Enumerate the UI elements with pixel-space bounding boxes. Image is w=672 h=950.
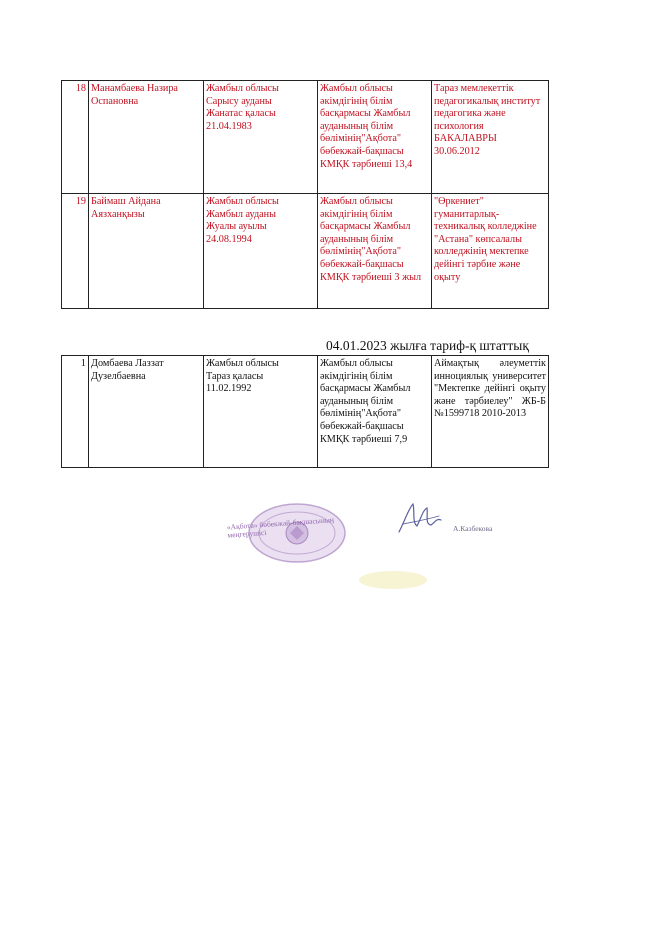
employee-name: Манамбаева Назира Оспановна bbox=[89, 81, 204, 194]
birth-info: Жамбыл облысы Жамбыл ауданы Жуалы ауылы 24.08.1994 bbox=[204, 194, 318, 309]
workplace-info: Жамбыл облысы әкімдігінің білім басқармасы Жамбыл ауданының білім бөлімінің"Ақбота" бөбекжай-бақшасы КМҚК тәрбиеші 3 жыл bbox=[318, 194, 432, 309]
staff-table-continued bbox=[61, 80, 549, 309]
workplace-info: Жамбыл облысы әкімдігінің білім басқармасы Жамбыл ауданының білім бөлімінің"Ақбота" бөбекжай-бақшасы КМҚК тәрбиеші 13,4 bbox=[318, 81, 432, 194]
table-row bbox=[62, 81, 549, 194]
education-info: Тараз мемлекеттік педагогикалық институт педагогика және психология БАКАЛАВРЫ 30.06.2012 bbox=[432, 81, 549, 194]
table-row bbox=[62, 356, 549, 468]
employee-name: Баймаш Айдана Аязханқызы bbox=[89, 194, 204, 309]
scan-smudge-icon bbox=[353, 568, 433, 592]
row-number: 19 bbox=[62, 194, 89, 309]
birth-info: Жамбыл облысы Тараз қаласы 11.02.1992 bbox=[204, 356, 318, 468]
row-number: 18 bbox=[62, 81, 89, 194]
approval-block bbox=[225, 498, 525, 598]
row-number: 1 bbox=[62, 356, 89, 468]
workplace-info: Жамбыл облысы әкімдігінің білім басқармасы Жамбыл ауданының білім бөлімінің"Ақбота" бөбекжай-бақшасы КМҚК тәрбиеші 7,9 bbox=[318, 356, 432, 468]
education-info: "Өркениет" гуманитарлық-техникалық колледжіне "Астана" көпсалалы колледжінің мектепке дейінгі тәрбие және оқыту bbox=[432, 194, 549, 309]
signer-name: А.Казбекова bbox=[453, 524, 493, 533]
section-caption: 04.01.2023 жылға тариф-қ штаттық bbox=[326, 338, 529, 353]
stamp-label: «Ақбота» бөбекжай-бақшасының меңгерушісі bbox=[226, 515, 335, 540]
staff-table-tariff bbox=[61, 355, 549, 468]
employee-name: Домбаева Лаззат Дузелбаевна bbox=[89, 356, 204, 468]
birth-info: Жамбыл облысы Сарысу ауданы Жанатас қаласы 21.04.1983 bbox=[204, 81, 318, 194]
table-row bbox=[62, 194, 549, 309]
education-info: Аймақтық әлеуметтік инноциялық университет "Мектепке дейінгі оқыту және тәрбиелеу" ЖБ-Б №1599718 2010-2013 bbox=[432, 356, 549, 468]
handwritten-signature-icon bbox=[393, 498, 448, 538]
